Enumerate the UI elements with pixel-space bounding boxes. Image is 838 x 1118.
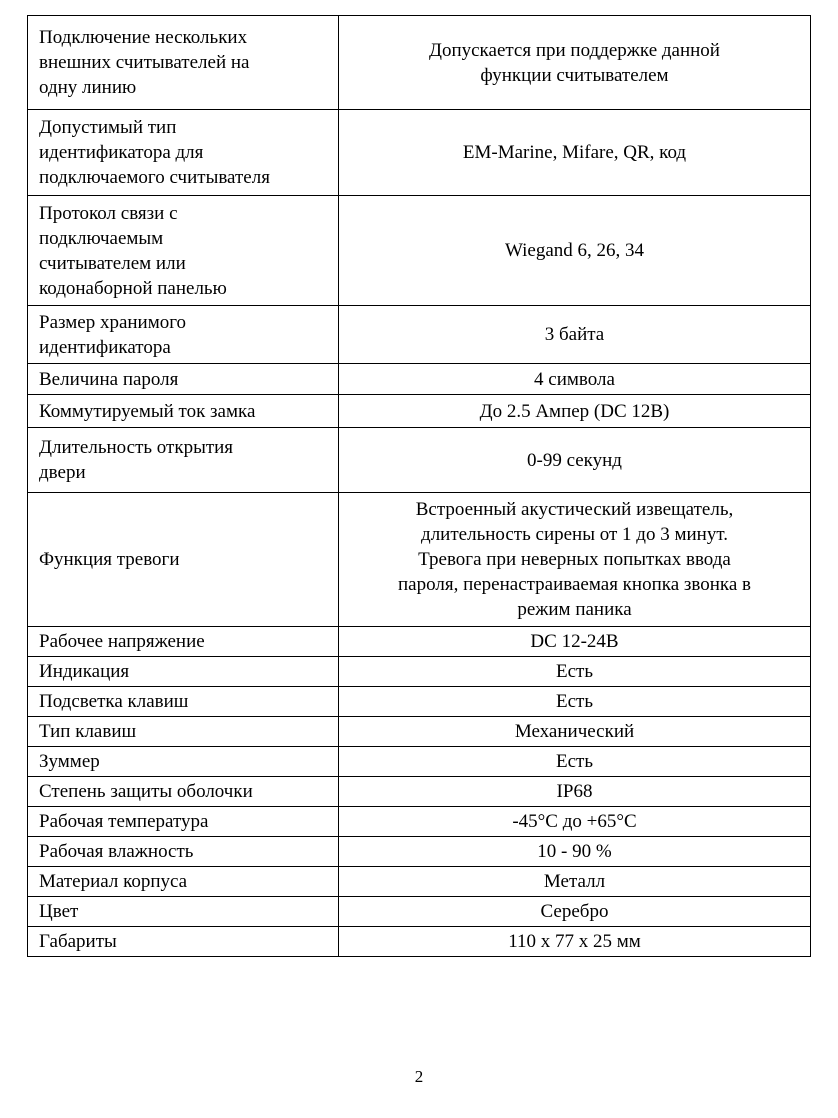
value-cell: 0-99 секунд (339, 428, 811, 493)
value-cell: До 2.5 Ампер (DC 12В) (339, 395, 811, 428)
param-cell: Величина пароля (28, 364, 339, 395)
param-cell: Коммутируемый ток замка (28, 395, 339, 428)
table-row (28, 777, 811, 807)
value-cell: 4 символа (339, 364, 811, 395)
value-cell: 3 байта (339, 306, 811, 364)
value-cell: 110 x 77 x 25 мм (339, 927, 811, 957)
table-row (28, 110, 811, 196)
table-row (28, 717, 811, 747)
table-row (28, 306, 811, 364)
param-cell: Габариты (28, 927, 339, 957)
page-number: 2 (414, 1067, 424, 1086)
value-cell: Металл (339, 867, 811, 897)
value-cell: DC 12-24В (339, 627, 811, 657)
param-cell: Рабочая влажность (28, 837, 339, 867)
param-cell: Подключение нескольких внешних считывателей на одну линию (28, 16, 339, 110)
param-cell: Подсветка клавиш (28, 687, 339, 717)
value-cell: Серебро (339, 897, 811, 927)
param-cell: Длительность открытия двери (28, 428, 339, 493)
value-cell: Wiegand 6, 26, 34 (339, 196, 811, 306)
param-cell: Рабочее напряжение (28, 627, 339, 657)
table-row (28, 493, 811, 627)
param-cell: Цвет (28, 897, 339, 927)
table-row (28, 747, 811, 777)
value-cell: EM-Marine, Mifare, QR, код (339, 110, 811, 196)
table-row (28, 807, 811, 837)
value-cell: Встроенный акустический извещатель, длительность сирены от 1 до 3 минут. Тревога при неверных попытках ввода пароля, перенастраиваемая кнопка звонка в режим паника (339, 493, 811, 627)
table-row (28, 927, 811, 957)
param-cell: Индикация (28, 657, 339, 687)
value-cell: Есть (339, 747, 811, 777)
param-cell: Зуммер (28, 747, 339, 777)
param-cell: Допустимый тип идентификатора для подключаемого считывателя (28, 110, 339, 196)
param-cell: Функция тревоги (28, 493, 339, 627)
value-cell: Механический (339, 717, 811, 747)
table-row (28, 897, 811, 927)
table-row (28, 687, 811, 717)
value-cell: Есть (339, 687, 811, 717)
value-cell: Есть (339, 657, 811, 687)
table-row (28, 196, 811, 306)
param-cell: Размер хранимого идентификатора (28, 306, 339, 364)
param-cell: Рабочая температура (28, 807, 339, 837)
table-row (28, 428, 811, 493)
param-cell: Материал корпуса (28, 867, 339, 897)
table-row (28, 16, 811, 110)
param-cell: Протокол связи с подключаемым считывателем или кодонаборной панелью (28, 196, 339, 306)
param-cell: Тип клавиш (28, 717, 339, 747)
table-row (28, 627, 811, 657)
table-row (28, 837, 811, 867)
value-cell: -45°С до +65°С (339, 807, 811, 837)
param-cell: Степень защиты оболочки (28, 777, 339, 807)
spec-table (27, 15, 811, 957)
table-row (28, 657, 811, 687)
value-cell: IP68 (339, 777, 811, 807)
table-row (28, 395, 811, 428)
value-cell: 10 - 90 % (339, 837, 811, 867)
table-row (28, 364, 811, 395)
table-row (28, 867, 811, 897)
value-cell: Допускается при поддержке данной функции считывателем (339, 16, 811, 110)
